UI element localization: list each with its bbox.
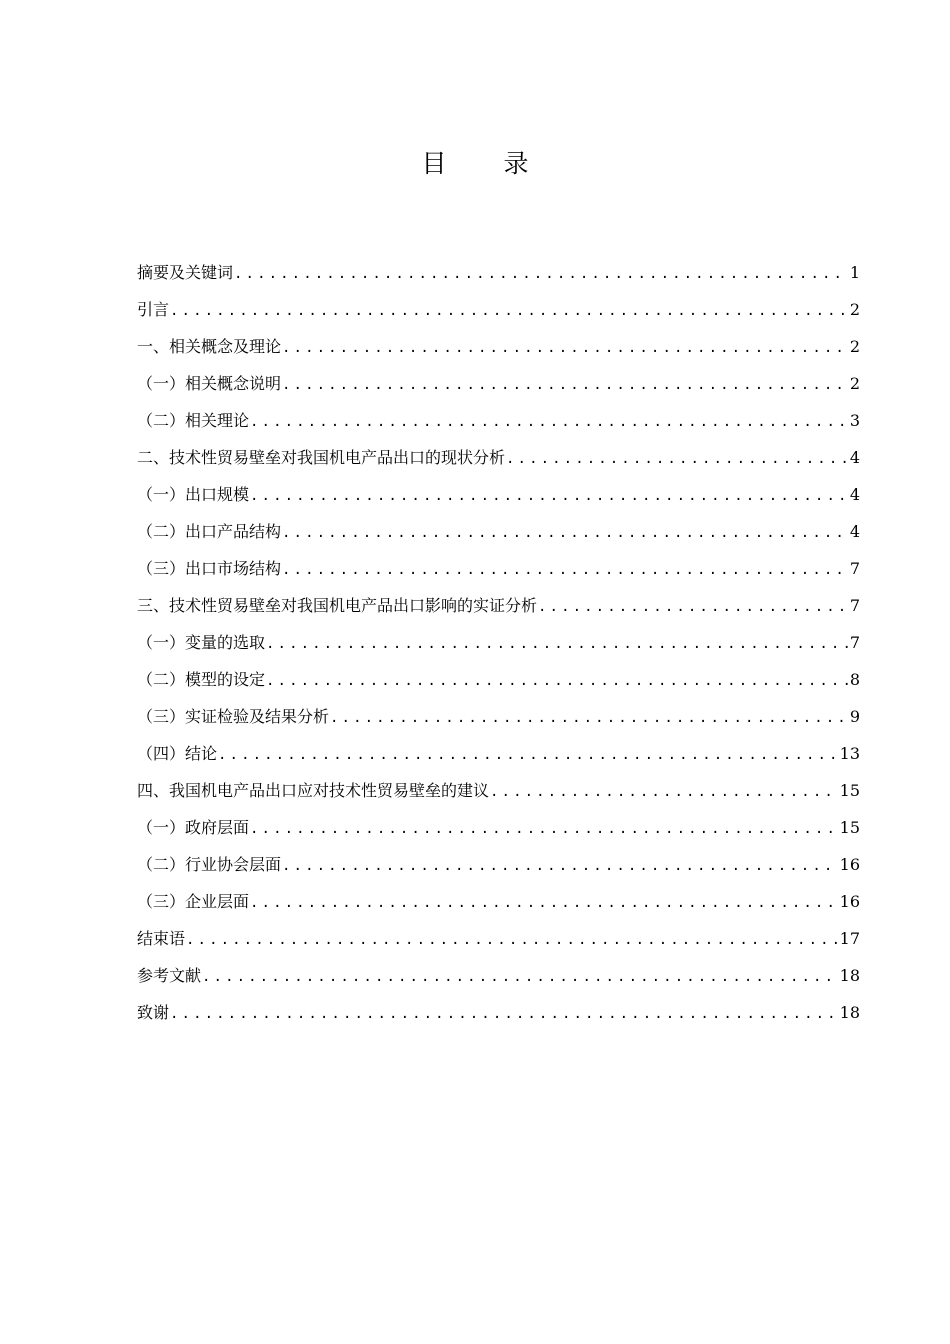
toc-entry-page: 3 [849,411,860,430]
toc-entry[interactable] [137,587,860,624]
toc-entry-label: 摘要及关键词 [137,263,234,282]
toc-leader-dots [266,663,848,700]
toc-entry[interactable] [137,291,860,328]
toc-entry-label: 致谢 [137,1003,170,1022]
table-of-contents [137,254,860,1031]
toc-leader-dots [266,626,848,663]
toc-entry-page: 7 [849,596,860,615]
toc-entry-label: （二）相关理论 [137,411,250,430]
toc-entry-page: 7 [849,633,860,652]
toc-entry[interactable] [137,957,860,994]
toc-leader-dots [282,515,848,552]
toc-entry-page: 8 [849,670,860,689]
toc-entry-label: 引言 [137,300,170,319]
toc-entry[interactable] [137,513,860,550]
toc-entry-page: 16 [839,892,860,911]
toc-leader-dots [202,959,838,996]
toc-entry-page: 15 [839,781,860,800]
toc-entry-page: 9 [849,707,860,726]
toc-leader-dots [330,700,848,737]
toc-entry[interactable] [137,698,860,735]
toc-leader-dots [506,441,848,478]
toc-leader-dots [250,885,838,922]
toc-leader-dots [234,256,848,293]
toc-entry[interactable] [137,328,860,365]
toc-leader-dots [490,774,838,811]
toc-entry-label: （三）企业层面 [137,892,250,911]
toc-entry[interactable] [137,402,860,439]
toc-entry[interactable] [137,994,860,1031]
toc-entry[interactable] [137,809,860,846]
toc-entry-label: （二）模型的设定 [137,670,266,689]
toc-leader-dots [218,737,838,774]
toc-leader-dots [282,367,848,404]
toc-leader-dots [282,552,848,589]
toc-entry[interactable] [137,920,860,957]
toc-leader-dots [282,330,848,367]
toc-entry-page: 2 [849,337,860,356]
toc-entry[interactable] [137,883,860,920]
title-char-2: 录 [503,149,529,178]
toc-entry-page: 18 [839,1003,860,1022]
toc-entry-page: 4 [849,485,860,504]
toc-entry-page: 2 [849,374,860,393]
toc-leader-dots [250,478,848,515]
toc-entry-label: （四）结论 [137,744,218,763]
toc-entry-label: 二、技术性贸易壁垒对我国机电产品出口的现状分析 [137,448,506,467]
toc-leader-dots [186,922,838,959]
toc-entry[interactable] [137,735,860,772]
toc-leader-dots [170,293,848,330]
toc-leader-dots [170,996,838,1033]
toc-entry[interactable] [137,772,860,809]
toc-entry[interactable] [137,439,860,476]
toc-entry-label: （一）出口规模 [137,485,250,504]
toc-entry-page: 15 [839,818,860,837]
toc-leader-dots [250,811,838,848]
toc-entry-label: 三、技术性贸易壁垒对我国机电产品出口影响的实证分析 [137,596,538,615]
toc-entry-page: 7 [849,559,860,578]
toc-entry-label: （一）相关概念说明 [137,374,282,393]
toc-entry[interactable] [137,476,860,513]
toc-entry-label: 一、相关概念及理论 [137,337,282,356]
toc-leader-dots [250,404,848,441]
toc-entry-label: （一）变量的选取 [137,633,266,652]
toc-entry[interactable] [137,624,860,661]
toc-entry[interactable] [137,550,860,587]
title-char-1: 目 [421,149,447,178]
toc-entry-page: 2 [849,300,860,319]
toc-entry-label: （三）出口市场结构 [137,559,282,578]
toc-entry-page: 4 [849,448,860,467]
toc-entry-page: 17 [839,929,860,948]
toc-entry-label: （二）行业协会层面 [137,855,282,874]
toc-entry-label: 结束语 [137,929,186,948]
toc-entry-label: 四、我国机电产品出口应对技术性贸易壁垒的建议 [137,781,490,800]
toc-entry-label: 参考文献 [137,966,202,985]
toc-entry[interactable] [137,254,860,291]
toc-entry-page: 1 [849,263,860,282]
toc-entry-page: 4 [849,522,860,541]
toc-leader-dots [538,589,848,626]
toc-entry-label: （一）政府层面 [137,818,250,837]
toc-leader-dots [282,848,838,885]
toc-entry-label: （二）出口产品结构 [137,522,282,541]
toc-entry[interactable] [137,365,860,402]
toc-entry-page: 18 [839,966,860,985]
page-title [0,142,950,186]
toc-entry-page: 16 [839,855,860,874]
toc-entry-label: （三）实证检验及结果分析 [137,707,330,726]
toc-entry[interactable] [137,846,860,883]
toc-entry-page: 13 [839,744,860,763]
toc-entry[interactable] [137,661,860,698]
